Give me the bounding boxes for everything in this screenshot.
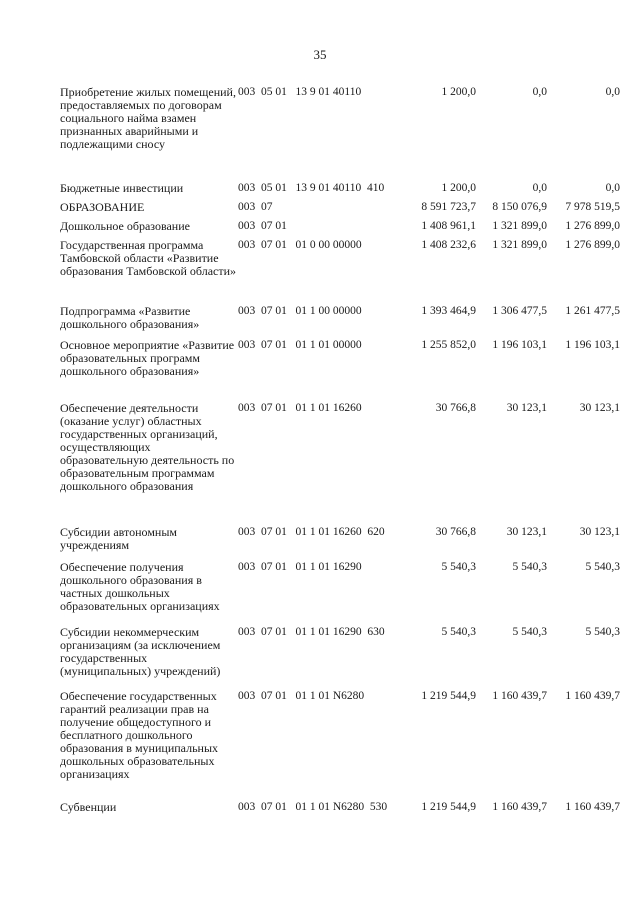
row-value-1: 30 766,8 (435, 402, 476, 414)
row-value-2: 0,0 (532, 182, 547, 194)
row-name: Обеспечение получения дошкольного образования в частных дошкольных образовательных организациях (60, 560, 220, 613)
row-value-3: 1 276 899,0 (565, 220, 620, 232)
row-value-3: 30 123,1 (579, 526, 620, 538)
row-code: 003 07 01 01 1 01 16290 630 (238, 626, 385, 638)
row-code: 003 07 01 01 1 00 00000 (238, 305, 362, 317)
row-value-1: 1 200,0 (441, 86, 476, 98)
row-code: 003 05 01 13 9 01 40110 (238, 86, 362, 98)
row-value-3: 1 160 439,7 (565, 801, 620, 813)
row-value-2: 1 306 477,5 (492, 305, 547, 317)
row-value-1: 5 540,3 (441, 626, 476, 638)
row-code: 003 07 01 01 1 01 16290 (238, 561, 362, 573)
row-value-3: 5 540,3 (585, 626, 620, 638)
row-value-2: 1 321 899,0 (492, 239, 547, 251)
row-value-2: 1 196 103,1 (492, 339, 547, 351)
row-value-3: 1 196 103,1 (565, 339, 620, 351)
row-name: Дошкольное образование (60, 219, 190, 233)
row-value-1: 1 408 232,6 (421, 239, 476, 251)
row-value-2: 8 150 076,9 (492, 201, 547, 213)
row-code: 003 07 01 01 1 01 16260 620 (238, 526, 385, 538)
row-value-1: 8 591 723,7 (421, 201, 476, 213)
row-code: 003 07 01 01 1 01 N6280 530 (238, 801, 388, 813)
row-code: 003 07 01 01 1 01 16260 (238, 402, 362, 414)
page-number: 35 (313, 47, 327, 62)
row-code: 003 07 01 01 1 01 00000 (238, 339, 362, 351)
row-name: Субсидии некоммерческим организациям (за исключением государственных (муниципальных) учреждений) (60, 625, 221, 678)
row-value-2: 30 123,1 (506, 526, 547, 538)
row-name: Обеспечение государственных гарантий реализации прав на получение общедоступного и бесплатного дошкольного образования в муниципальных дошкольных образовательных организациях (60, 689, 219, 781)
row-value-1: 1 255 852,0 (421, 339, 476, 351)
row-name: Государственная программа Тамбовской области «Развитие образования Тамбовской области» (60, 238, 237, 278)
row-value-1: 1 393 464,9 (421, 305, 476, 317)
row-name: Обеспечение деятельности (оказание услуг) областных государственных организаций, осуществляющих образовательную деятельность по образовательным программам дошкольного образования (60, 401, 235, 493)
row-value-2: 1 160 439,7 (492, 801, 547, 813)
row-value-1: 30 766,8 (435, 526, 476, 538)
row-name: Бюджетные инвестиции (60, 181, 184, 195)
row-value-1: 5 540,3 (441, 561, 476, 573)
row-name: ОБРАЗОВАНИЕ (60, 200, 145, 214)
row-value-1: 1 219 544,9 (421, 801, 476, 813)
row-value-3: 0,0 (605, 182, 620, 194)
row-value-2: 5 540,3 (512, 626, 547, 638)
row-value-3: 30 123,1 (579, 402, 620, 414)
row-value-1: 1 200,0 (441, 182, 476, 194)
row-value-3: 0,0 (605, 86, 620, 98)
row-code: 003 07 01 01 0 00 00000 (238, 239, 362, 251)
row-value-3: 1 160 439,7 (565, 690, 620, 702)
row-name: Субвенции (60, 800, 117, 814)
row-value-1: 1 219 544,9 (421, 690, 476, 702)
row-value-3: 1 276 899,0 (565, 239, 620, 251)
row-value-2: 30 123,1 (506, 402, 547, 414)
row-value-3: 1 261 477,5 (565, 305, 620, 317)
row-value-3: 7 978 519,5 (565, 201, 620, 213)
row-name: Основное мероприятие «Развитие образовательных программ дошкольного образования» (60, 338, 235, 378)
row-value-2: 1 160 439,7 (492, 690, 547, 702)
row-code: 003 07 (238, 201, 273, 213)
row-value-1: 1 408 961,1 (421, 220, 476, 232)
row-name: Приобретение жилых помещений, предоставляемых по договорам социального найма взамен признанных аварийными и подлежащими сносу (60, 85, 236, 151)
row-name: Субсидии автономным учреждениям (60, 525, 177, 552)
row-value-2: 5 540,3 (512, 561, 547, 573)
row-value-2: 1 321 899,0 (492, 220, 547, 232)
row-code: 003 07 01 (238, 220, 287, 232)
row-name: Подпрограмма «Развитие дошкольного образования» (60, 304, 200, 331)
row-value-2: 0,0 (532, 86, 547, 98)
row-code: 003 05 01 13 9 01 40110 410 (238, 182, 385, 194)
row-code: 003 07 01 01 1 01 N6280 (238, 690, 365, 702)
row-value-3: 5 540,3 (585, 561, 620, 573)
